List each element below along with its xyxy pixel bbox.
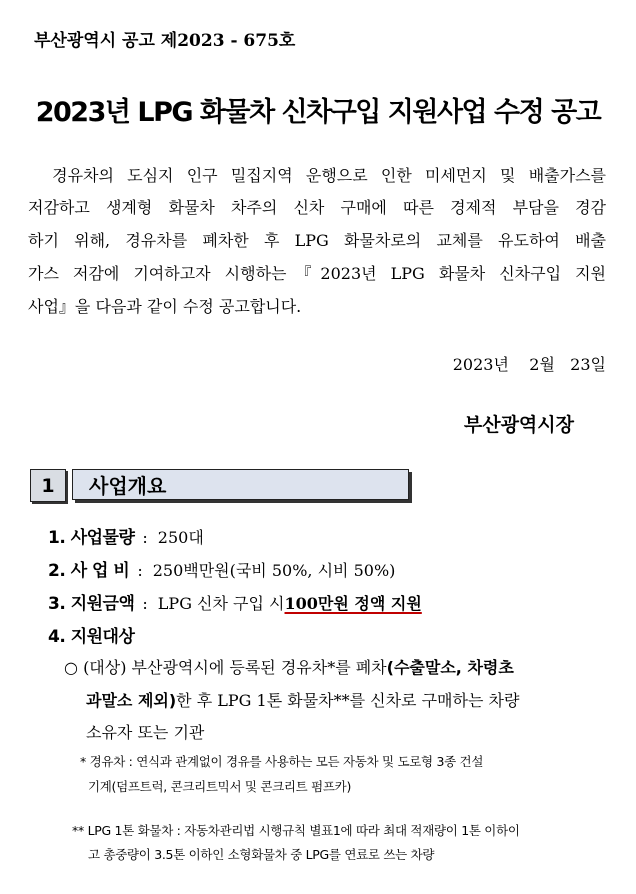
- footnote-line: [72, 821, 520, 839]
- target-exclusion: (수출말소, 차령초: [386, 658, 514, 677]
- intro-line: 저감하고 생계형 화물차 차주의 신차 구매에 따른 경제적 부담을 경감: [28, 198, 606, 217]
- footnote-line: 기계(덤프트럭, 콘크리트믹서 및 콘크리트 펌프카): [88, 779, 352, 794]
- target-line: [64, 655, 514, 678]
- date-day: 23일: [570, 355, 606, 374]
- item-label: 1. 사업물량: [48, 528, 135, 548]
- date-year: 2023년: [452, 355, 509, 374]
- bullet-icon: ○: [64, 658, 78, 677]
- document-title: 2023년 LPG 화물차 신차구입 지원사업 수정 공고: [35, 97, 601, 128]
- intro-line: 경유차의 도심지 인구 밀집지역 운행으로 인한 미세먼지 및 배출가스를: [28, 166, 606, 185]
- footnote-mark: **: [72, 823, 84, 838]
- footnote-mark: *: [80, 754, 86, 769]
- section-title: 사업개요: [72, 469, 409, 500]
- footnote-text: 경유차 : 연식과 관계없이 경유를 사용하는 모든 자동차 및 도로형 3종 건설: [89, 754, 484, 769]
- footnote-text: LPG 1톤 화물차 : 자동차관리법 시행규칙 별표1에 따라 최대 적재량이 1톤 이하이: [87, 823, 520, 838]
- item-label: 3. 지원금액: [48, 594, 135, 614]
- item-value: 250대: [157, 528, 204, 547]
- section-number: 1: [30, 469, 66, 502]
- footnote-line: 고 총중량이 3.5톤 이하인 소형화물차 중 LPG를 연료로 쓰는 차량: [88, 847, 435, 862]
- item-budget: 2. 사 업 비 : 250백만원(국비 50%, 시비 50%): [48, 556, 395, 581]
- target-line: [86, 688, 519, 711]
- notice-number: 부산광역시 공고 제2023 - 675호: [34, 31, 296, 51]
- item-label: 2. 사 업 비: [48, 561, 130, 581]
- target-exclusion: 과말소 제외): [86, 691, 177, 710]
- intro-line: 하기 위해, 경유차를 폐차한 후 LPG 화물차로의 교체를 유도하여 배출: [28, 231, 606, 250]
- footnote-line: [80, 752, 483, 770]
- target-text: (대상) 부산광역시에 등록된 경유차*를 폐차: [83, 658, 387, 677]
- item-target-heading: [48, 622, 134, 647]
- item-support-amount: 3. 지원금액 : LPG 신차 구입 시 100만원 정액 지원: [48, 589, 422, 614]
- target-text: 한 후 LPG 1톤 화물차**를 신차로 구매하는 차량: [176, 691, 520, 710]
- item-value: LPG 신차 구입 시: [157, 594, 285, 613]
- item-quantity: 1. 사업물량 : 250대: [48, 523, 204, 548]
- target-line: 소유자 또는 기관: [86, 723, 205, 742]
- notice-date: [453, 352, 606, 375]
- intro-line: 사업』을 다음과 같이 수정 공고합니다.: [28, 297, 302, 316]
- item-value: 250백만원(국비 50%, 시비 50%): [152, 561, 396, 580]
- date-month: 2월: [529, 355, 555, 374]
- item-label: 4. 지원대상: [48, 627, 135, 647]
- support-amount-emphasis: 100만원 정액 지원: [284, 594, 422, 613]
- intro-line: 가스 저감에 기여하고자 시행하는『2023년 LPG 화물차 신차구입 지원: [28, 264, 606, 283]
- signer-name: 부산광역시장: [463, 414, 574, 436]
